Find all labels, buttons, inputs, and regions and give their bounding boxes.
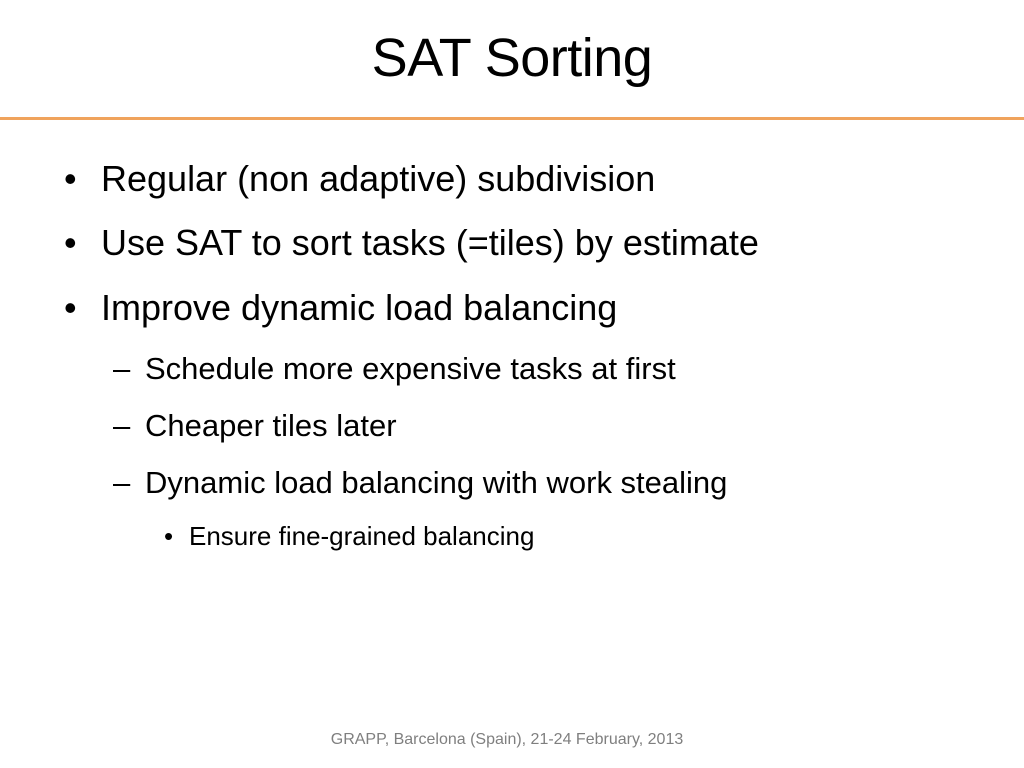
sub-bullet-marker: – (113, 351, 131, 386)
bullet-marker: • (64, 287, 77, 328)
sub-bullet-marker: – (113, 408, 131, 443)
sub-bullet-text: Cheaper tiles later (145, 408, 397, 443)
sub-sub-bullet-marker: • (164, 521, 174, 551)
bullet-text: Improve dynamic load balancing (101, 287, 618, 328)
sub-sub-bullet-text: Ensure fine-grained balancing (189, 521, 535, 551)
sub-bullet-text: Dynamic load balancing with work stealing (145, 465, 728, 500)
bullet-marker: • (64, 158, 77, 199)
title-underline (0, 117, 1024, 120)
bullet-marker: • (64, 222, 77, 263)
sub-bullet-text: Schedule more expensive tasks at first (145, 351, 676, 386)
bullet-text: Use SAT to sort tasks (=tiles) by estimate (101, 222, 759, 263)
slide-footer: GRAPP, Barcelona (Spain), 21-24 February, 2013 (330, 731, 684, 748)
sub-bullet-marker: – (113, 465, 131, 500)
bullet-text: Regular (non adaptive) subdivision (101, 158, 656, 199)
slide-title: SAT Sorting (371, 28, 653, 88)
